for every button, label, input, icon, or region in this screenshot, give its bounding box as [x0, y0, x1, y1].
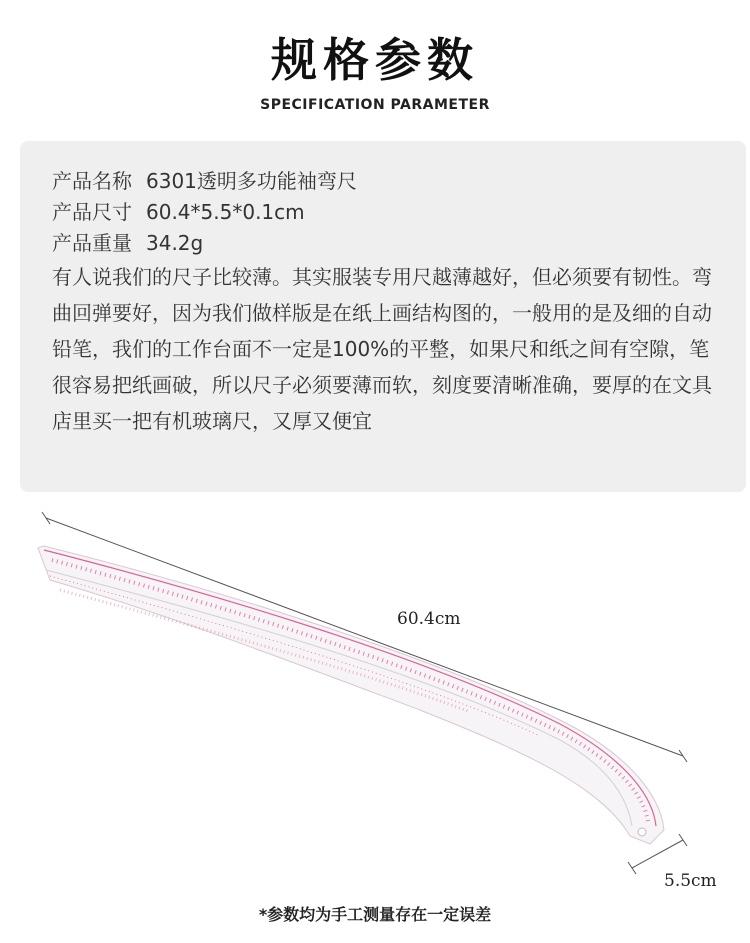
- spec-label: 产品名称: [52, 169, 132, 193]
- spec-label: 产品尺寸: [52, 200, 132, 224]
- ruler-svg: [0, 500, 750, 900]
- spec-row-size: [52, 197, 714, 228]
- spec-box: [20, 141, 746, 492]
- length-dimension: [42, 512, 687, 762]
- page-title: 规格参数: [271, 33, 479, 87]
- spec-label: 产品重量: [52, 231, 132, 255]
- width-label: 5.5cm: [664, 871, 717, 891]
- footnote: *参数均为手工测量存在一定误差: [258, 905, 492, 924]
- spec-row-name: [52, 166, 714, 197]
- spec-value: 6301透明多功能袖弯尺: [146, 169, 357, 193]
- spec-value: 34.2g: [146, 231, 204, 255]
- ruler-illustration: [0, 500, 750, 900]
- width-dimension: [628, 834, 687, 874]
- spec-value: 60.4*5.5*0.1cm: [146, 200, 305, 224]
- spec-row-weight: [52, 228, 714, 259]
- page-subtitle: SPECIFICATION PARAMETER: [260, 97, 490, 113]
- length-label: 60.4cm: [397, 609, 461, 629]
- ruler-body: [38, 546, 664, 844]
- spec-description: 有人说我们的尺子比较薄。其实服装专用尺越薄越好，但必须要有韧性。弯曲回弹要好，因为我们做样版是在纸上画结构图的，一般用的是及细的自动铅笔，我们的工作台面不一定是100%的平整，如果尺和纸之间有空隙，笔很容易把纸画破，所以尺子必须要薄而软，刻度要清晰准确，要厚的在文具店里买一把有机玻璃尺，又厚又便宜: [52, 265, 712, 433]
